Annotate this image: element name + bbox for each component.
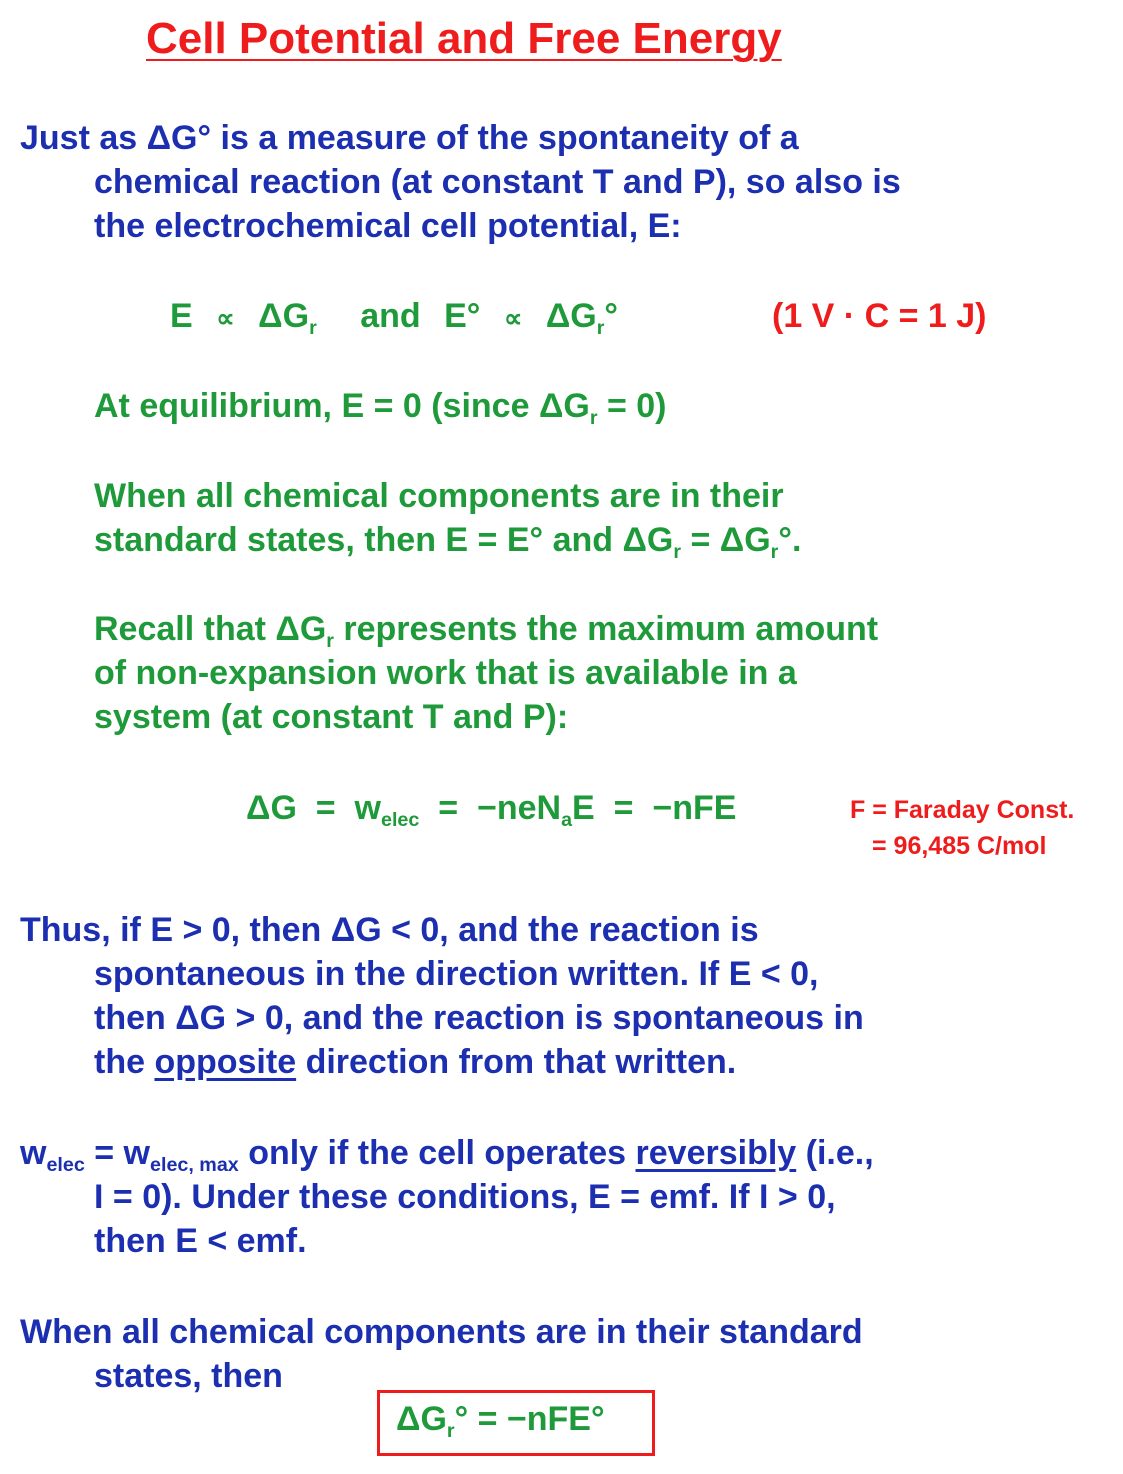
gibbs-symbol: ΔG [258,297,310,335]
subscript: a [561,808,573,831]
final-line: states, then [94,1357,283,1395]
thus-line: then ΔG > 0, and the reaction is spontaneous in [94,999,864,1037]
reversible-line: then E < emf. [94,1222,307,1260]
intro-line: chemical reaction (at constant T and P), so also is [94,163,901,201]
faraday-line: = 96,485 C/mol [872,832,1047,860]
reversible-paragraph [20,1131,874,1263]
subscript: r [770,540,779,563]
recall-line: of non-expansion work that is available in a [94,654,797,692]
thus-line [94,1040,864,1084]
text-fragment: °. [778,521,802,559]
equilibrium-text: At equilibrium, E = 0 (since ΔG [94,387,590,425]
subscript: r [326,629,334,652]
standard-states-line [94,518,801,562]
recall-line: system (at constant T and P): [94,698,569,736]
proportional-symbol: ∝ [216,303,235,333]
subscript: r [446,1419,455,1442]
page-title: Cell Potential and Free Energy [146,14,782,63]
text-fragment: only if the cell operates [238,1134,636,1172]
subscript: r [309,316,317,339]
standard-gibbs-symbol: ΔG [545,297,597,335]
text-fragment: ΔG [396,1400,447,1438]
text-fragment: = w [84,1134,151,1172]
equilibrium-text: = 0) [597,387,667,425]
reversible-line [20,1131,874,1175]
subscript: elec [380,808,420,831]
subscript: elec, max [150,1153,239,1176]
text-fragment: the [94,1043,155,1081]
standard-states-line: When all chemical components are in their [94,477,784,515]
work-equation [246,786,736,830]
text-fragment: E = −nFE [572,789,737,827]
equilibrium-statement [94,384,666,428]
standard-potential-symbol: E° [444,297,481,335]
proportional-symbol: ∝ [503,303,523,333]
degree-symbol: ° [604,297,619,335]
thus-paragraph [20,908,864,1084]
text-fragment: ° = −nFE° [454,1400,605,1438]
thus-line: spontaneous in the direction written. If E < 0, [94,955,819,993]
subscript: r [589,406,598,429]
text-fragment: w [20,1134,47,1172]
text-fragment: ΔG = w [246,789,381,827]
intro-paragraph [20,116,901,248]
recall-line [94,607,878,651]
recall-paragraph [94,607,878,739]
subscript: elec [46,1153,85,1176]
text-fragment: = −neN [419,789,562,827]
faraday-line: F = Faraday Const. [850,796,1075,824]
standard-states-paragraph [94,474,801,562]
emphasis-opposite: opposite [154,1043,297,1081]
text-fragment: = ΔG [681,521,771,559]
text-fragment: direction from that written. [296,1043,737,1081]
reversible-line: I = 0). Under these conditions, E = emf. If I > 0, [94,1178,836,1216]
emphasis-reversibly: reversibly [635,1134,797,1172]
faraday-note [850,792,1074,864]
text-fragment: standard states, then E = E° and ΔG [94,521,674,559]
subscript: r [596,316,605,339]
text-fragment: represents the maximum amount [333,610,879,648]
final-paragraph [20,1310,863,1398]
boxed-equation [396,1397,605,1441]
intro-line: Just as ΔG° is a measure of the spontaneity of a [20,119,799,157]
thus-line: Thus, if E > 0, then ΔG < 0, and the reaction is [20,911,759,949]
final-line: When all chemical components are in their standard [20,1313,863,1351]
text-fragment: (i.e., [796,1134,874,1172]
subscript: r [673,540,682,563]
intro-line: the electrochemical cell potential, E: [94,207,682,245]
and-word: and [360,297,421,335]
text-fragment: Recall that ΔG [94,610,327,648]
proportionality-formula [170,294,618,340]
cell-potential-symbol: E [170,297,193,335]
units-note: (1 V · C = 1 J) [772,297,987,335]
